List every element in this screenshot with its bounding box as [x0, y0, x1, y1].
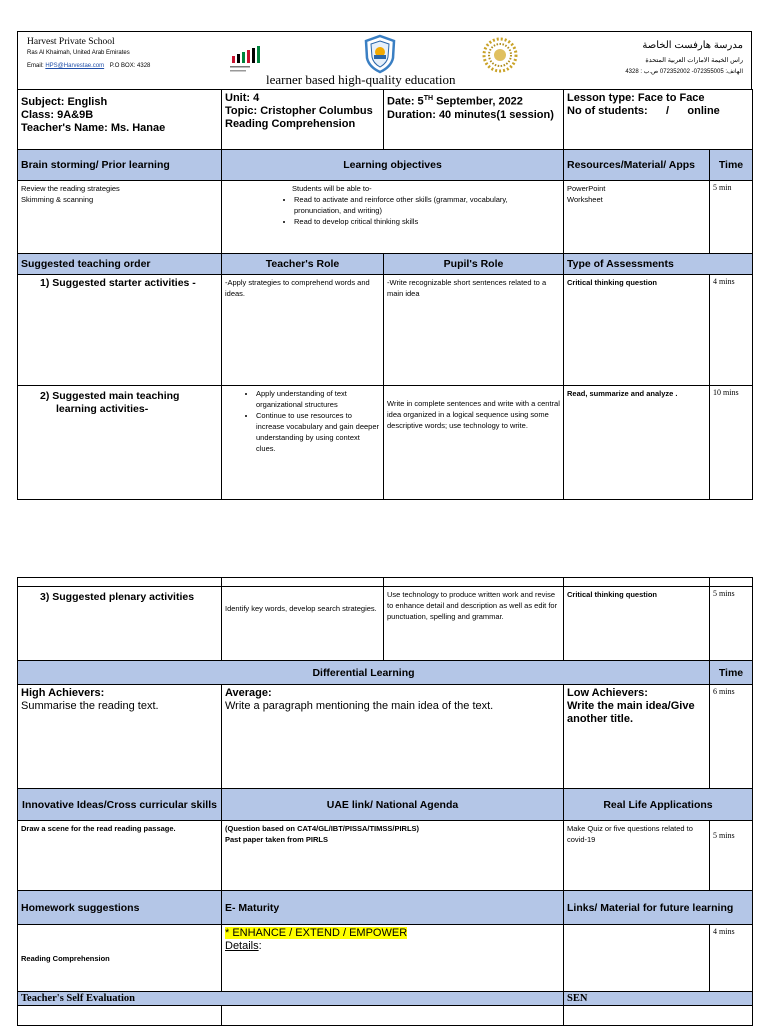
- objectives-list: [280, 194, 541, 227]
- plenary-label: 3) Suggested plenary activities: [18, 587, 222, 661]
- school-phone-arabic: الهاتف: 072355005- 072352002 ص.ب : 4328: [625, 69, 743, 75]
- lesson-plan-table-page1: [17, 89, 753, 500]
- school-address-arabic: راس الخيمة الامارات العربية المتحدة: [645, 57, 743, 64]
- header-uae-link: UAE link/ National Agenda: [222, 789, 564, 821]
- differential-header-row: [18, 661, 753, 685]
- school-shield-logo: [363, 34, 397, 74]
- header-brainstorming: Brain storming/ Prior learning: [18, 150, 222, 181]
- header-real-life: Real Life Applications: [564, 789, 753, 821]
- main-activity-row: [18, 386, 753, 500]
- spacer-row: [18, 578, 753, 587]
- header-differential: Differential Learning: [18, 661, 710, 685]
- header-time: Time: [710, 661, 753, 685]
- starter-pupil-role: -Write recognizable short sentences related to a main idea: [384, 275, 564, 386]
- section2-header-row: [18, 254, 753, 275]
- main-activity-label: 2) Suggested main teaching learning activities-: [18, 386, 222, 500]
- objective-item: • Read to develop critical thinking skills: [294, 216, 541, 227]
- innovative-cell: Draw a scene for the read reading passage.: [18, 821, 222, 891]
- homework-row: [18, 925, 753, 992]
- low-achievers-cell: Low Achievers: Write the main idea/Give another title.: [564, 685, 710, 789]
- differential-time: 6 mins: [710, 685, 753, 789]
- header-teacher-role: Teacher's Role: [222, 254, 384, 275]
- header-links: Links/ Material for future learning: [564, 891, 753, 925]
- uae-link-cell: (Question based on CAT4/GL/IBT/PISSA/TIMSS/PIRLS) Past paper taken from PIRLS: [222, 821, 564, 891]
- header-sen: SEN: [564, 992, 753, 1006]
- header-teaching-order: Suggested teaching order: [18, 254, 222, 275]
- e-maturity-cell: * ENHANCE / EXTEND / EMPOWER Details:: [222, 925, 564, 992]
- teacher-role-item: • Apply understanding of text organizational structures: [256, 388, 380, 410]
- homework-header-row: [18, 891, 753, 925]
- school-name: Harvest Private School: [27, 37, 115, 47]
- header-resources: Resources/Material/ Apps: [564, 150, 710, 181]
- school-contact: Email: HPS@Harvestae.com P.O BOX: 4328: [27, 63, 151, 69]
- uae-logo: [226, 44, 272, 74]
- high-achievers-cell: High Achievers: Summarise the reading text.: [18, 685, 222, 789]
- innovative-row: [18, 821, 753, 891]
- real-life-cell: Make Quiz or five questions related to covid-19: [564, 821, 710, 891]
- objectives-cell: Students will be able to- • Read to activate and reinforce other skills (grammar, vocabulary, pronunciation, and writing) • Read to develop critical thinking skills: [222, 181, 564, 254]
- average-cell: Average: Write a paragraph mentioning the main idea of the text.: [222, 685, 564, 789]
- subject-cell: Subject: English Class: 9A&9B Teacher's Name: Ms. Hanae: [18, 90, 222, 150]
- school-tagline: learner based high-quality education: [266, 72, 456, 87]
- main-time: 10 mins: [710, 386, 753, 500]
- starter-label: 1) Suggested starter activities -: [18, 275, 222, 386]
- lesson-plan-table-page2: [17, 577, 753, 1026]
- starter-time: 4 mins: [710, 275, 753, 386]
- starter-row: [18, 275, 753, 386]
- school-header: [17, 31, 752, 89]
- date-cell: Date: 5TH September, 2022 Duration: 40 minutes(1 session): [384, 90, 564, 150]
- starter-assessment: Critical thinking question: [564, 275, 710, 386]
- header-assessments: Type of Assessments: [564, 254, 753, 275]
- resources-cell: PowerPoint Worksheet: [564, 181, 710, 254]
- plenary-assessment: Critical thinking question: [564, 587, 710, 661]
- section1-header-row: [18, 150, 753, 181]
- innovative-time: 5 mins: [710, 821, 753, 891]
- section1-content-row: [18, 181, 753, 254]
- ornament-logo: [481, 36, 519, 74]
- header-time: Time: [710, 150, 753, 181]
- lesson-info-row: [18, 90, 753, 150]
- header-innovative: Innovative Ideas/Cross curricular skills: [18, 789, 222, 821]
- evaluation-row: [18, 1006, 753, 1026]
- plenary-teacher-role: Identify key words, develop search strategies.: [222, 587, 384, 661]
- differential-row: [18, 685, 753, 789]
- header-self-evaluation: Teacher's Self Evaluation: [18, 992, 564, 1006]
- evaluation-header-row: [18, 992, 753, 1006]
- header-e-maturity: E- Maturity: [222, 891, 564, 925]
- main-assessment: Read, summarize and analyze .: [564, 386, 710, 500]
- header-pupil-role: Pupil's Role: [384, 254, 564, 275]
- school-name-arabic: مدرسة هارفست الخاصة: [642, 40, 743, 51]
- plenary-row: [18, 587, 753, 661]
- homework-cell: Reading Comprehension: [18, 925, 222, 992]
- objective-item: • Read to activate and reinforce other skills (grammar, vocabulary, pronunciation, and writing): [294, 194, 541, 216]
- prior-learning-cell: Review the reading strategies Skimming & scanning: [18, 181, 222, 254]
- homework-time: 4 mins: [710, 925, 753, 992]
- plenary-time: 5 mins: [710, 587, 753, 661]
- header-learning-objectives: Learning objectives: [222, 150, 564, 181]
- links-cell: [564, 925, 710, 992]
- emphasis-highlight: * ENHANCE / EXTEND / EMPOWER: [225, 927, 408, 939]
- unit-cell: Unit: 4 Topic: Cristopher Columbus Reading Comprehension: [222, 90, 384, 150]
- header-homework: Homework suggestions: [18, 891, 222, 925]
- email-link[interactable]: HPS@Harvestae.com: [45, 63, 105, 69]
- plenary-pupil-role: Use technology to produce written work and revise to enhance detail and description as well as edit for punctuation, spelling and grammar.: [384, 587, 564, 661]
- innovative-header-row: [18, 789, 753, 821]
- teacher-role-item: • Continue to use resources to increase vocabulary and gain deeper understanding by using context clues.: [256, 410, 380, 454]
- lesson-type-cell: Lesson type: Face to Face No of students: / online: [564, 90, 753, 150]
- school-address: Ras Al Khaimah, United Arab Emirates: [27, 50, 130, 56]
- main-teacher-role: [222, 386, 384, 500]
- starter-teacher-role: -Apply strategies to comprehend words and ideas.: [222, 275, 384, 386]
- main-pupil-role: Write in complete sentences and write with a central idea organized in a logical sequence using some descriptive words; use technology to write.: [384, 386, 564, 500]
- time-cell: 5 min: [710, 181, 753, 254]
